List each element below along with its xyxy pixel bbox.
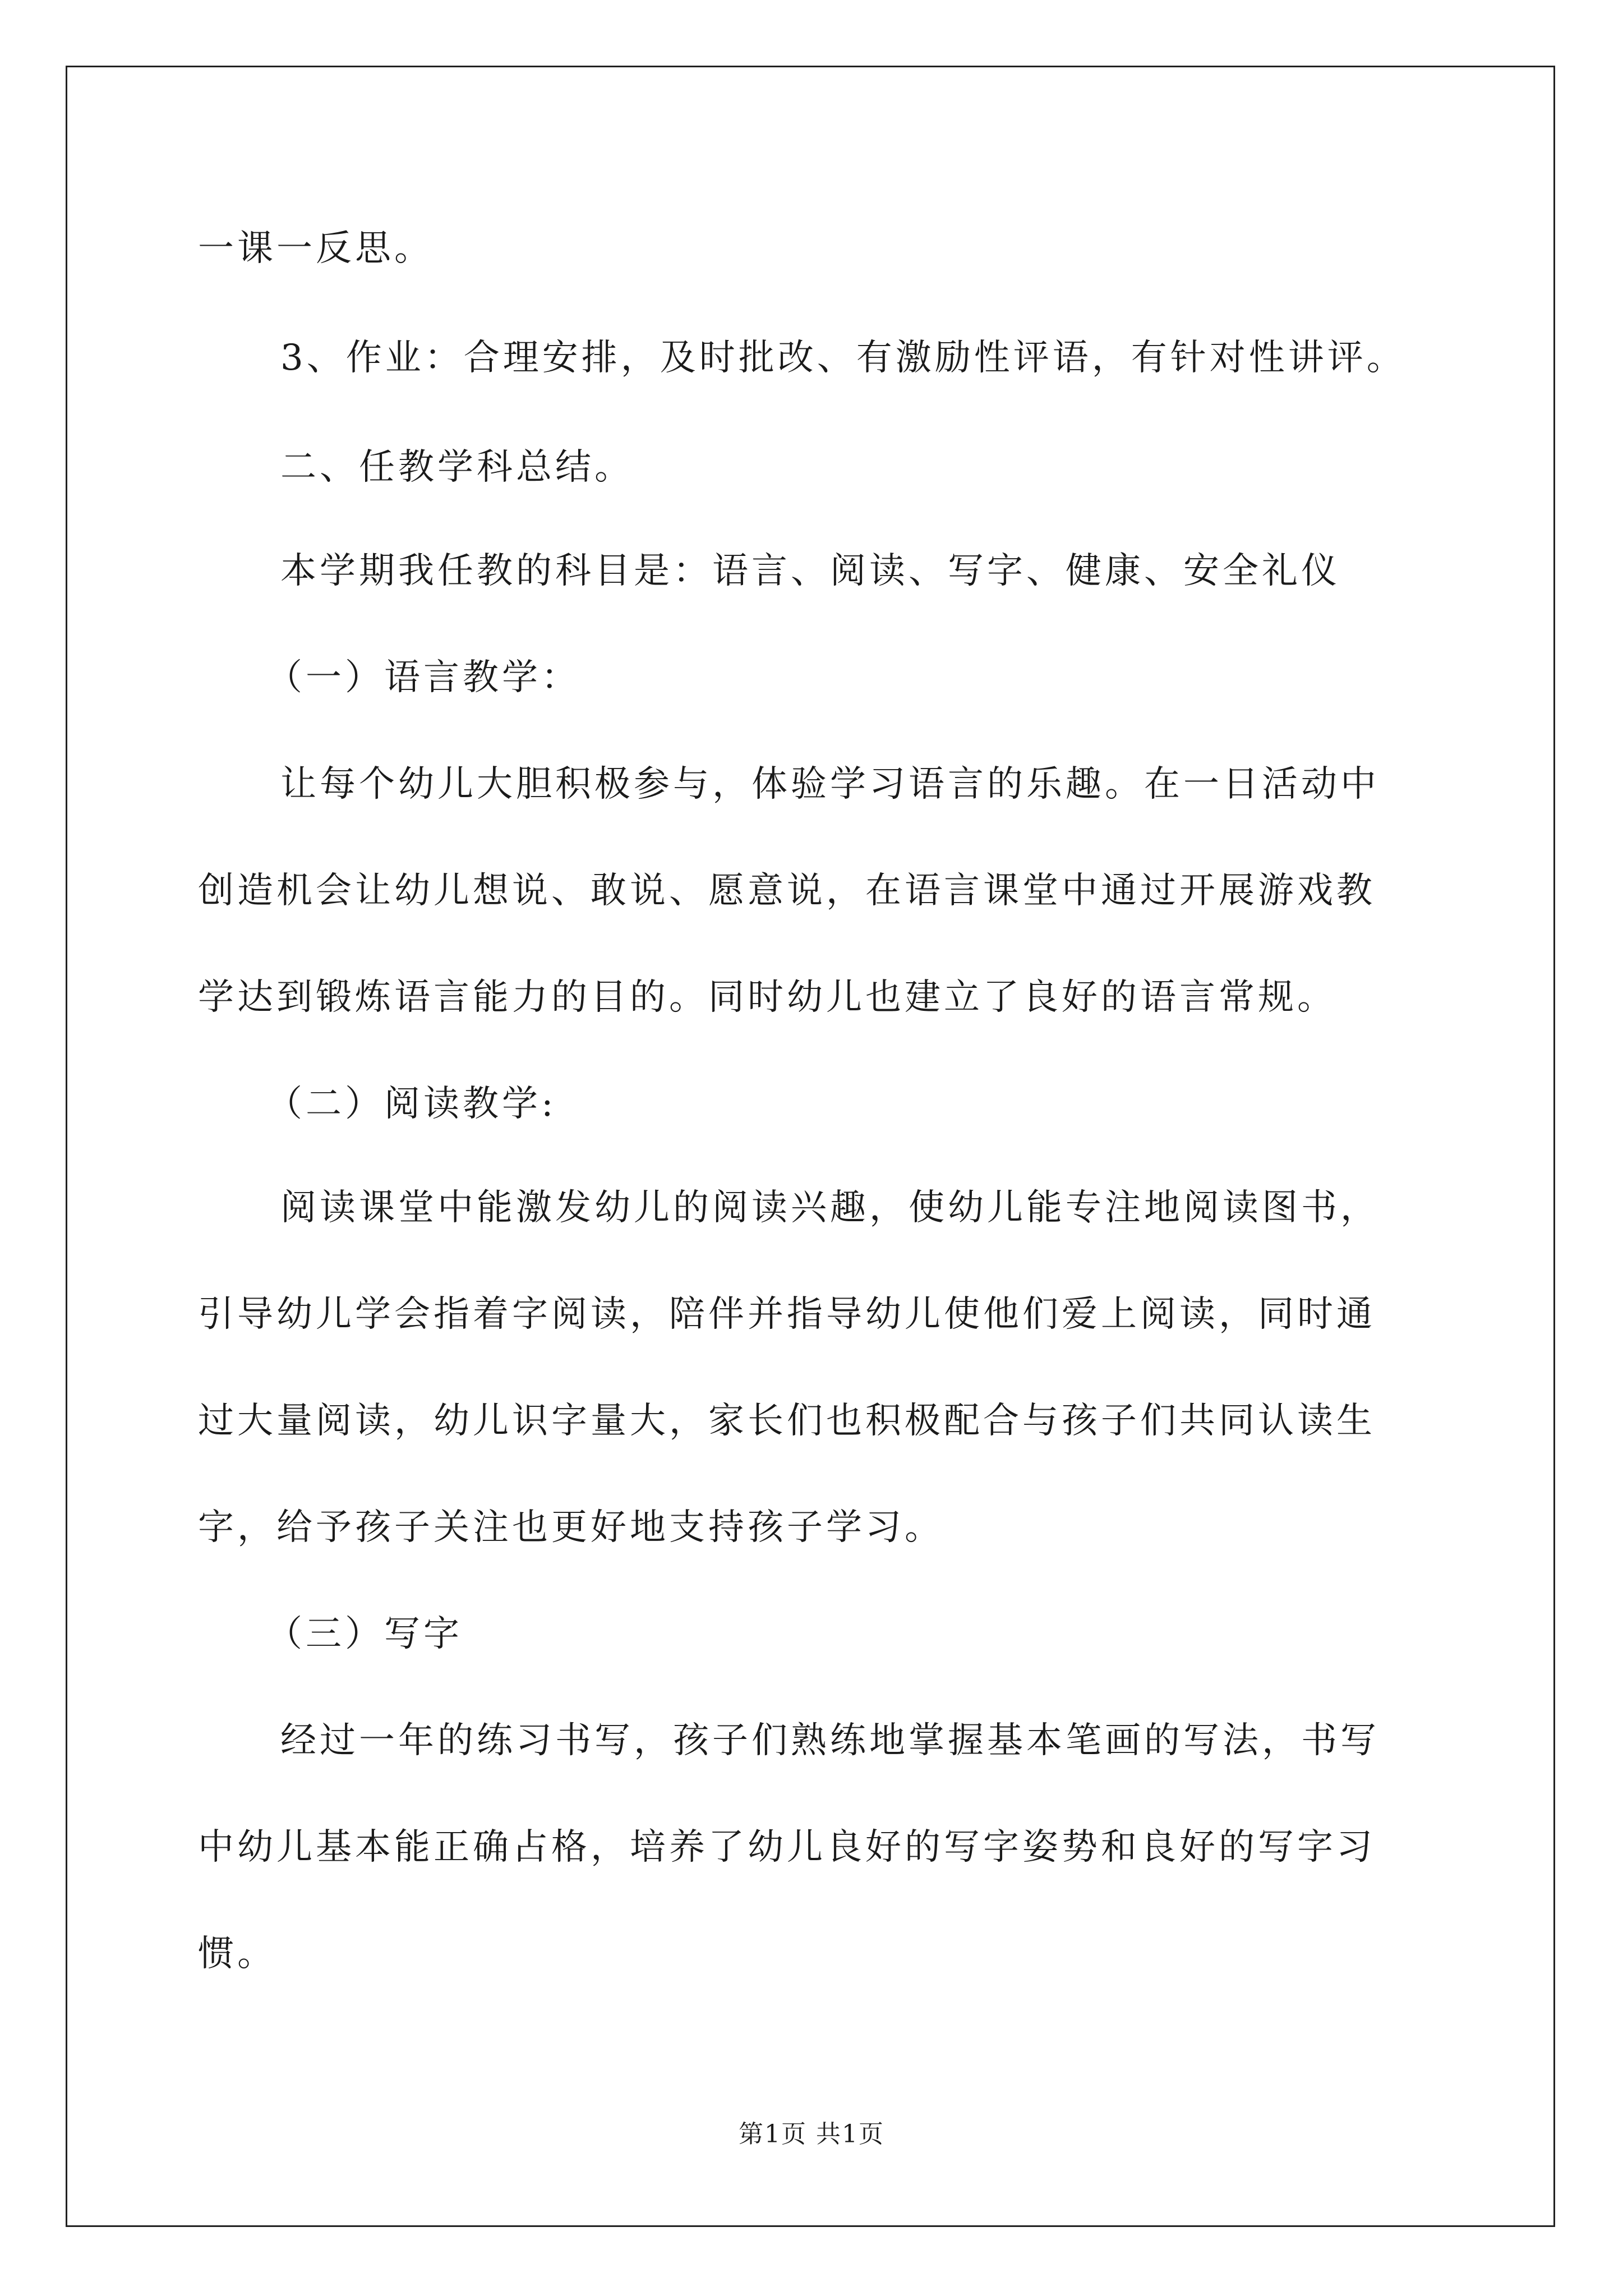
text-line: 中幼儿基本能正确占格，培养了幼儿良好的写字姿势和良好的写字习 [198, 1826, 1376, 1868]
text-line: 经过一年的练习书写，孩子们熟练地掌握基本笔画的写法，书写 [280, 1720, 1380, 1761]
text-line: 惯。 [198, 1933, 276, 1975]
text-line: 二、任教学科总结。 [280, 447, 634, 488]
text-line: 阅读课堂中能激发幼儿的阅读兴趣，使幼儿能专注地阅读图书， [280, 1187, 1380, 1228]
text-line: 过大量阅读，幼儿识字量大，家长们也积极配合与孩子们共同认读生 [198, 1400, 1376, 1442]
page-footer [0, 2118, 1623, 2151]
section-heading: （三）写字 [266, 1613, 463, 1655]
page-number: 第1页 共1页 [739, 2120, 884, 2148]
text-line: 让每个幼儿大胆积极参与，体验学习语言的乐趣。在一日活动中 [280, 763, 1380, 805]
text-line: 一课一反思。 [198, 228, 434, 269]
page-border [66, 66, 1555, 2227]
text-line: 3、作业：合理安排，及时批改、有激励性评语，有针对性讲评。 [280, 337, 1406, 379]
section-heading: （二）阅读教学: [266, 1083, 557, 1125]
text-line: 学达到锻炼语言能力的目的。同时幼儿也建立了良好的语言常规。 [198, 977, 1336, 1018]
text-line: 字，给予孩子关注也更好地支持孩子学习。 [198, 1507, 944, 1548]
text-line: 创造机会让幼儿想说、敢说、愿意说，在语言课堂中通过开展游戏教 [198, 870, 1376, 912]
section-heading: （一）语言教学： [266, 657, 580, 698]
text-line: 引导幼儿学会指着字阅读，陪伴并指导幼儿使他们爱上阅读，同时通 [198, 1294, 1376, 1335]
text-line: 本学期我任教的科目是：语言、阅读、写字、健康、安全礼仪 [280, 550, 1340, 592]
